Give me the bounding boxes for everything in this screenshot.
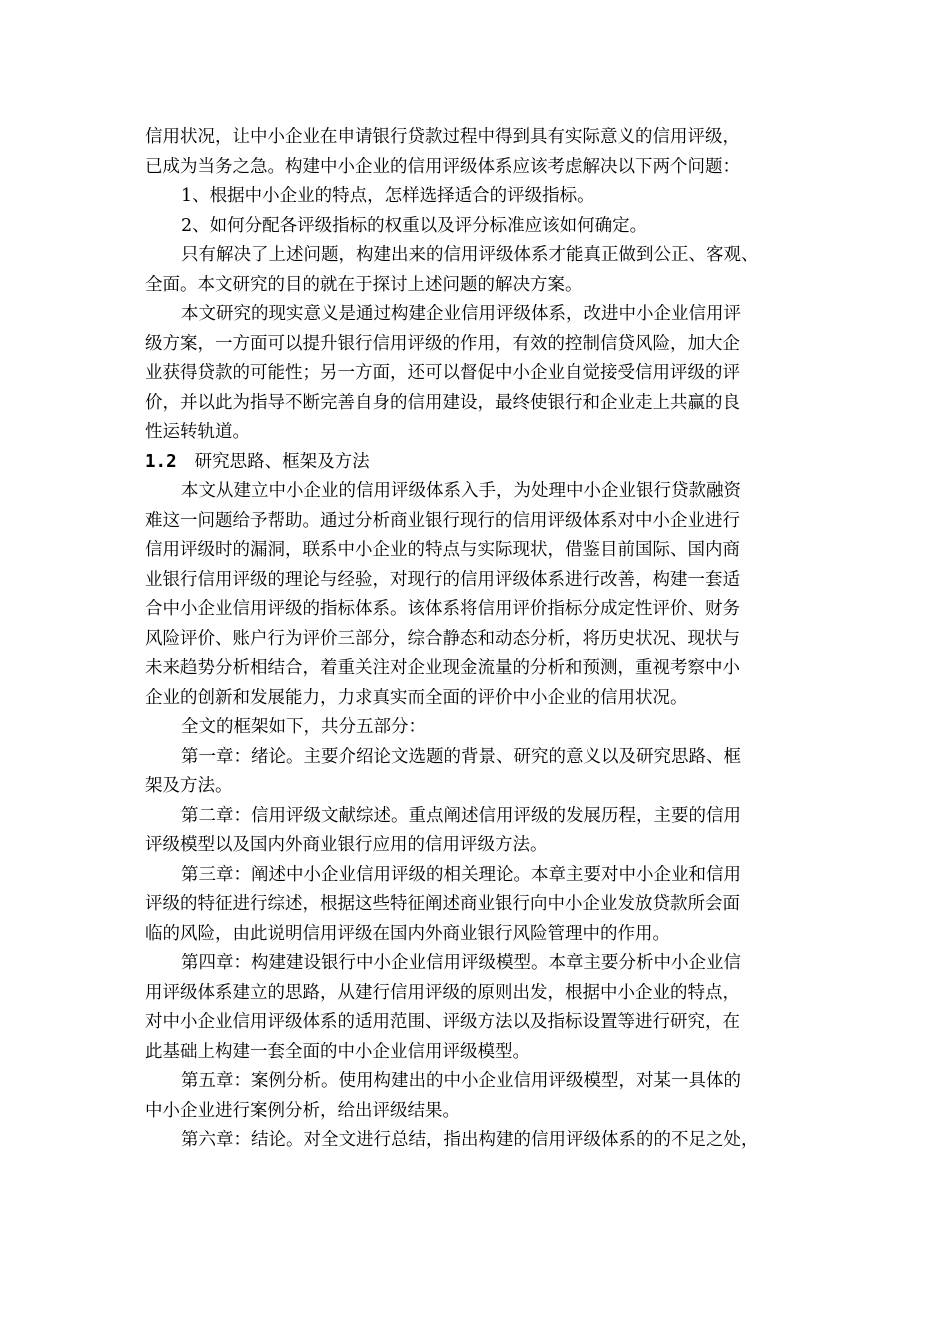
text-line: 对中小企业信用评级体系的适用范围、评级方法以及指标设置等进行研究，在 (145, 1012, 740, 1032)
section-number: 1.2 (145, 451, 177, 472)
document-body (145, 123, 825, 1156)
text-line: 性运转轨道。 (145, 422, 250, 442)
text-line: 第一章：绪论。主要介绍论文选题的背景、研究的意义以及研究思路、框 (181, 746, 741, 767)
paragraph (145, 123, 825, 182)
paragraph (145, 802, 825, 861)
text-line: 价，并以此为指导不断完善自身的信用建设，最终使银行和企业走上共赢的良 (145, 392, 740, 413)
paragraph (145, 1126, 825, 1156)
text-line: 2、如何分配各评级指标的权重以及评分标准应该如何确定。 (181, 215, 648, 236)
paragraph-block-method (145, 477, 825, 1156)
text-line: 第六章：结论。对全文进行总结，指出构建的信用评级体系的的不足之处， (181, 1130, 759, 1150)
text-line: 评级模型以及国内外商业银行应用的信用评级方法。 (145, 835, 548, 855)
text-line: 第二章：信用评级文献综述。重点阐述信用评级的发展历程，主要的信用 (181, 805, 741, 826)
paragraph (145, 212, 825, 242)
section-heading (145, 448, 825, 478)
section-title: 研究思路、框架及方法 (194, 451, 370, 472)
text-line: 合中小企业信用评级的指标体系。该体系将信用评价指标分成定性评价、财务 (145, 599, 740, 619)
paragraph (145, 477, 825, 713)
text-line: 业获得贷款的可能性；另一方面，还可以督促中小企业自觉接受信用评级的评 (145, 363, 740, 383)
paragraph (145, 861, 825, 950)
text-line: 信用状况，让中小企业在申请银行贷款过程中得到具有实际意义的信用评级， (145, 127, 740, 147)
text-line: 信用评级时的漏洞，联系中小企业的特点与实际现状，借鉴目前国际、国内商 (145, 540, 740, 560)
text-line: 本文研究的现实意义是通过构建企业信用评级体系，改进中小企业信用评 (181, 304, 741, 324)
paragraph-block-intro (145, 123, 825, 448)
text-line: 临的风险，由此说明信用评级在国内外商业银行风险管理中的作用。 (145, 923, 670, 944)
text-line: 第三章：阐述中小企业信用评级的相关理论。本章主要对中小企业和信用 (181, 864, 741, 885)
text-line: 用评级体系建立的思路，从建行信用评级的原则出发，根据中小企业的特点， (145, 982, 740, 1003)
text-line: 企业的创新和发展能力，力求真实而全面的评价中小企业的信用状况。 (145, 687, 688, 708)
text-line: 难这一问题给予帮助。通过分析商业银行现行的信用评级体系对中小企业进行 (145, 510, 740, 531)
paragraph (145, 300, 825, 448)
text-line: 业银行信用评级的理论与经验，对现行的信用评级体系进行改善，构建一套适 (145, 569, 740, 590)
paragraph (145, 949, 825, 1067)
text-line: 架及方法。 (145, 776, 233, 796)
text-line: 第五章：案例分析。使用构建出的中小企业信用评级模型，对某一具体的 (181, 1071, 741, 1091)
paragraph (145, 743, 825, 802)
text-line: 风险评价、账户行为评价三部分，综合静态和动态分析，将历史状况、现状与 (145, 628, 740, 649)
paragraph (145, 1067, 825, 1126)
text-line: 全文的框架如下，共分五部分： (181, 717, 426, 737)
text-line: 中小企业进行案例分析，给出评级结果。 (145, 1100, 460, 1121)
text-line: 未来趋势分析相结合，着重关注对企业现金流量的分析和预测，重视考察中小 (145, 658, 740, 678)
text-line: 本文从建立中小企业的信用评级体系入手，为处理中小企业银行贷款融资 (181, 481, 741, 501)
text-line: 全面。本文研究的目的就在于探讨上述问题的解决方案。 (145, 274, 583, 295)
paragraph (145, 182, 825, 212)
text-line: 此基础上构建一套全面的中小企业信用评级模型。 (145, 1041, 530, 1062)
text-line: 已成为当务之急。构建中小企业的信用评级体系应该考虑解决以下两个问题： (145, 156, 740, 177)
text-line: 只有解决了上述问题，构建出来的信用评级体系才能真正做到公正、客观、 (181, 245, 759, 265)
text-line: 评级的特征进行综述，根据这些特征阐述商业银行向中小企业发放贷款所会面 (145, 894, 740, 914)
paragraph (145, 241, 825, 300)
text-line: 1、根据中小企业的特点，怎样选择适合的评级指标。 (181, 186, 595, 206)
text-line: 级方案，一方面可以提升银行信用评级的作用，有效的控制信贷风险，加大企 (145, 333, 740, 354)
paragraph (145, 713, 825, 743)
text-line: 第四章：构建建设银行中小企业信用评级模型。本章主要分析中小企业信 (181, 953, 741, 973)
